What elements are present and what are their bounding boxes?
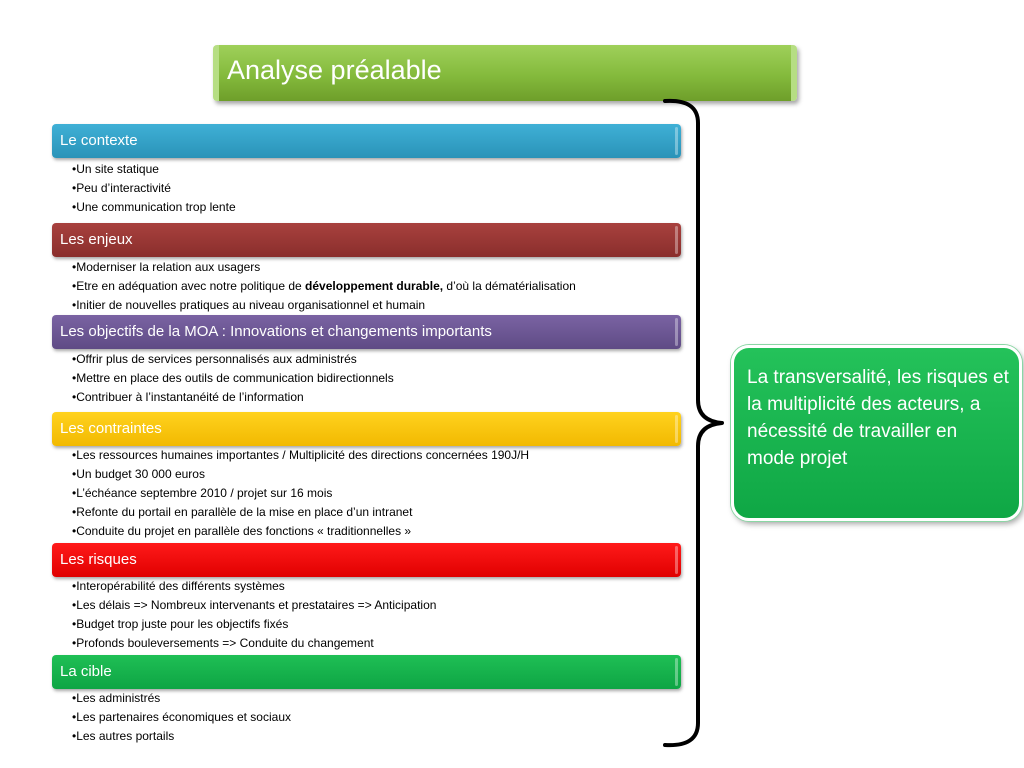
list-item: •Les ressources humaines importantes / Multiplicité des directions concernées 190J/H <box>72 448 530 462</box>
list-item: •Les administrés <box>72 691 161 705</box>
diagram-title: Analyse préalable <box>227 55 442 85</box>
item-list <box>52 349 681 407</box>
list-item: •Profonds bouleversements => Conduite du changement <box>72 636 374 650</box>
section-title: Les risques <box>60 551 137 568</box>
section-contraintes <box>52 412 681 541</box>
section-contexte <box>52 124 681 217</box>
item-text-post: d’où la dématérialisation <box>443 279 576 293</box>
section-header-contexte <box>52 124 681 158</box>
section-enjeux <box>52 223 681 315</box>
section-title: La cible <box>60 663 112 680</box>
list-item: •L’échéance septembre 2010 / projet sur 16 mois <box>72 486 333 500</box>
section-header-contraintes <box>52 412 681 446</box>
brace-connector <box>660 95 730 755</box>
item-text-pre: •Etre en adéquation avec notre politique de <box>72 279 306 293</box>
list-item: •Les partenaires économiques et sociaux <box>72 710 291 724</box>
list-item: •Offrir plus de services personnalisés aux administrés <box>72 352 357 366</box>
list-item: •Refonte du portail en parallèle de la mise en place d’un intranet <box>72 505 413 519</box>
list-item: •Moderniser la relation aux usagers <box>72 260 261 274</box>
list-item: •Interopérabilité des différents systèmes <box>72 579 285 593</box>
list-item <box>72 277 681 296</box>
item-list <box>52 257 681 315</box>
list-item: •Initier de nouvelles pratiques au niveau organisationnel et humain <box>72 298 426 312</box>
list-item: •Les délais => Nombreux intervenants et prestataires => Anticipation <box>72 598 437 612</box>
list-item: •Mettre en place des outils de communication bidirectionnels <box>72 371 394 385</box>
conclusion-box <box>731 345 1022 521</box>
section-cible <box>52 655 681 746</box>
list-item: •Un budget 30 000 euros <box>72 467 205 481</box>
section-header-enjeux <box>52 223 681 257</box>
list-item: •Une communication trop lente <box>72 200 236 214</box>
section-title: Les enjeux <box>60 231 133 248</box>
list-item: •Les autres portails <box>72 729 175 743</box>
list-item: •Budget trop juste pour les objectifs fixés <box>72 617 289 631</box>
conclusion-text: La transversalité, les risques et la multiplicité des acteurs, a nécessité de travailler en mode projet <box>747 367 1009 469</box>
item-list <box>52 158 681 217</box>
list-item: •Un site statique <box>72 162 159 176</box>
section-objectifs <box>52 315 681 407</box>
item-list <box>52 446 681 541</box>
item-text-bold: développement durable, <box>305 279 444 293</box>
item-list <box>52 689 681 746</box>
section-title: Les objectifs de la MOA : Innovations et changements importants <box>60 323 492 340</box>
section-title: Les contraintes <box>60 420 162 437</box>
section-risques <box>52 543 681 653</box>
list-item: •Peu d’interactivité <box>72 181 171 195</box>
section-header-cible <box>52 655 681 689</box>
item-list <box>52 577 681 653</box>
title-bar <box>213 45 797 101</box>
section-header-risques <box>52 543 681 577</box>
list-item: •Contribuer à l’instantanéité de l’information <box>72 390 304 404</box>
section-title: Le contexte <box>60 132 138 149</box>
list-item: •Conduite du projet en parallèle des fonctions « traditionnelles » <box>72 524 412 538</box>
section-header-objectifs <box>52 315 681 349</box>
